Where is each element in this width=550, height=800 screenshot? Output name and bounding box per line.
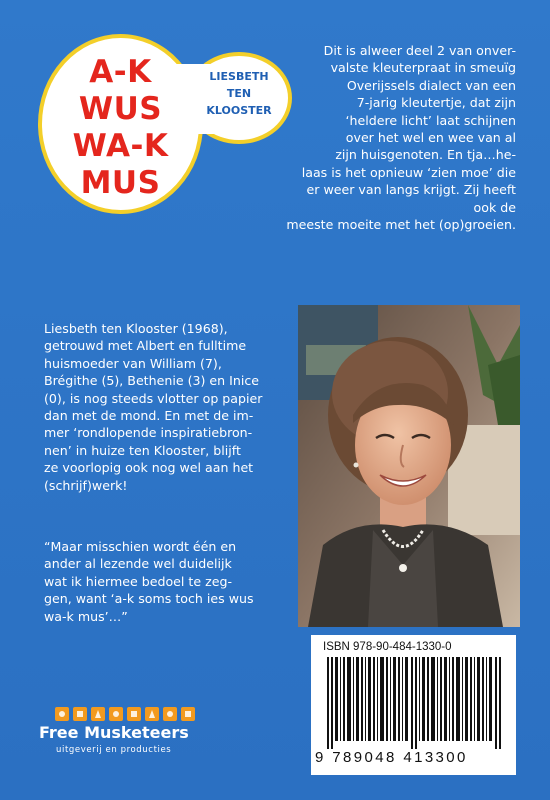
quote-line: wa-k mus’…” [44,608,128,624]
barcode-digits: 9 789048 413300 [315,749,468,766]
author-quote [44,538,282,625]
barcode-box [311,635,516,775]
blurb-line: valste kleuterpraat in smeuïg [330,60,516,76]
author-line-2: TEN [226,87,252,100]
blurb-line: over het wel en wee van al [345,130,516,146]
author-line-1: LIESBETH [209,70,269,83]
blurb-line: Overijssels dialect van een [346,77,516,93]
quote-line: gen, want ‘a-k soms toch ies wus [44,591,254,607]
author-bio [44,320,282,494]
blurb-line: zijn huisgenoten. En tja…he- [335,147,516,163]
bio-line: nen’ in huize ten Klooster, blijft [44,442,241,458]
blurb-line: laas is het opnieuw ‘zien moe’ die [301,164,516,180]
author-name [196,68,282,119]
title-line-2: WUS [78,91,163,127]
blurb-line: 7-jarig kleutertje, dat zijn [356,95,516,111]
bio-line: huismoeder van William (7), [44,355,222,371]
blurb-line: er weer van langs krijgt. Zij heeft ook de [306,182,516,215]
blurb-line: Dit is alweer deel 2 van onver- [323,43,516,58]
blurb-line: ‘heldere licht’ laat schijnen [345,112,516,128]
bio-line: Brégithe (5), Bethenie (3) en Inice [44,373,260,389]
barcode-icon [327,657,503,749]
bio-line: (schrijf)werk! [44,477,128,493]
publisher-tagline: uitgeverij en producties [56,745,172,755]
bio-line: (0), is nog steeds vlotter op papier [44,390,263,406]
isbn-text: ISBN 978-90-484-1330-0 [323,641,452,653]
title-line-1: A-K [89,54,152,90]
bio-line: getrouwd met Albert en fulltime [44,338,247,354]
publisher-logo-icon [55,705,195,723]
quote-line: wat ik hiermee bedoel te zeg- [44,573,232,589]
author-photo [298,305,520,627]
author-line-3: KLOOSTER [206,104,272,117]
quote-line: “Maar misschien wordt één en [44,539,237,554]
author-photo-illustration [298,305,520,627]
bio-line: ze voorlopig ook nog wel aan het [44,460,254,476]
title-line-3: WA-K [72,128,169,164]
title-line-4: MUS [80,165,161,201]
quote-line: ander al lezende wel duidelijk [44,556,232,572]
blurb-line: meeste moeite met het (op)groeien. [286,217,516,233]
bio-line: Liesbeth ten Klooster (1968), [44,321,228,336]
bio-line: mer ‘rondlopende inspiratiebron- [44,425,253,441]
blurb-text [284,42,516,233]
publisher-name: Free Musketeers [39,723,189,742]
bio-line: dan met de mond. En met de im- [44,408,254,424]
